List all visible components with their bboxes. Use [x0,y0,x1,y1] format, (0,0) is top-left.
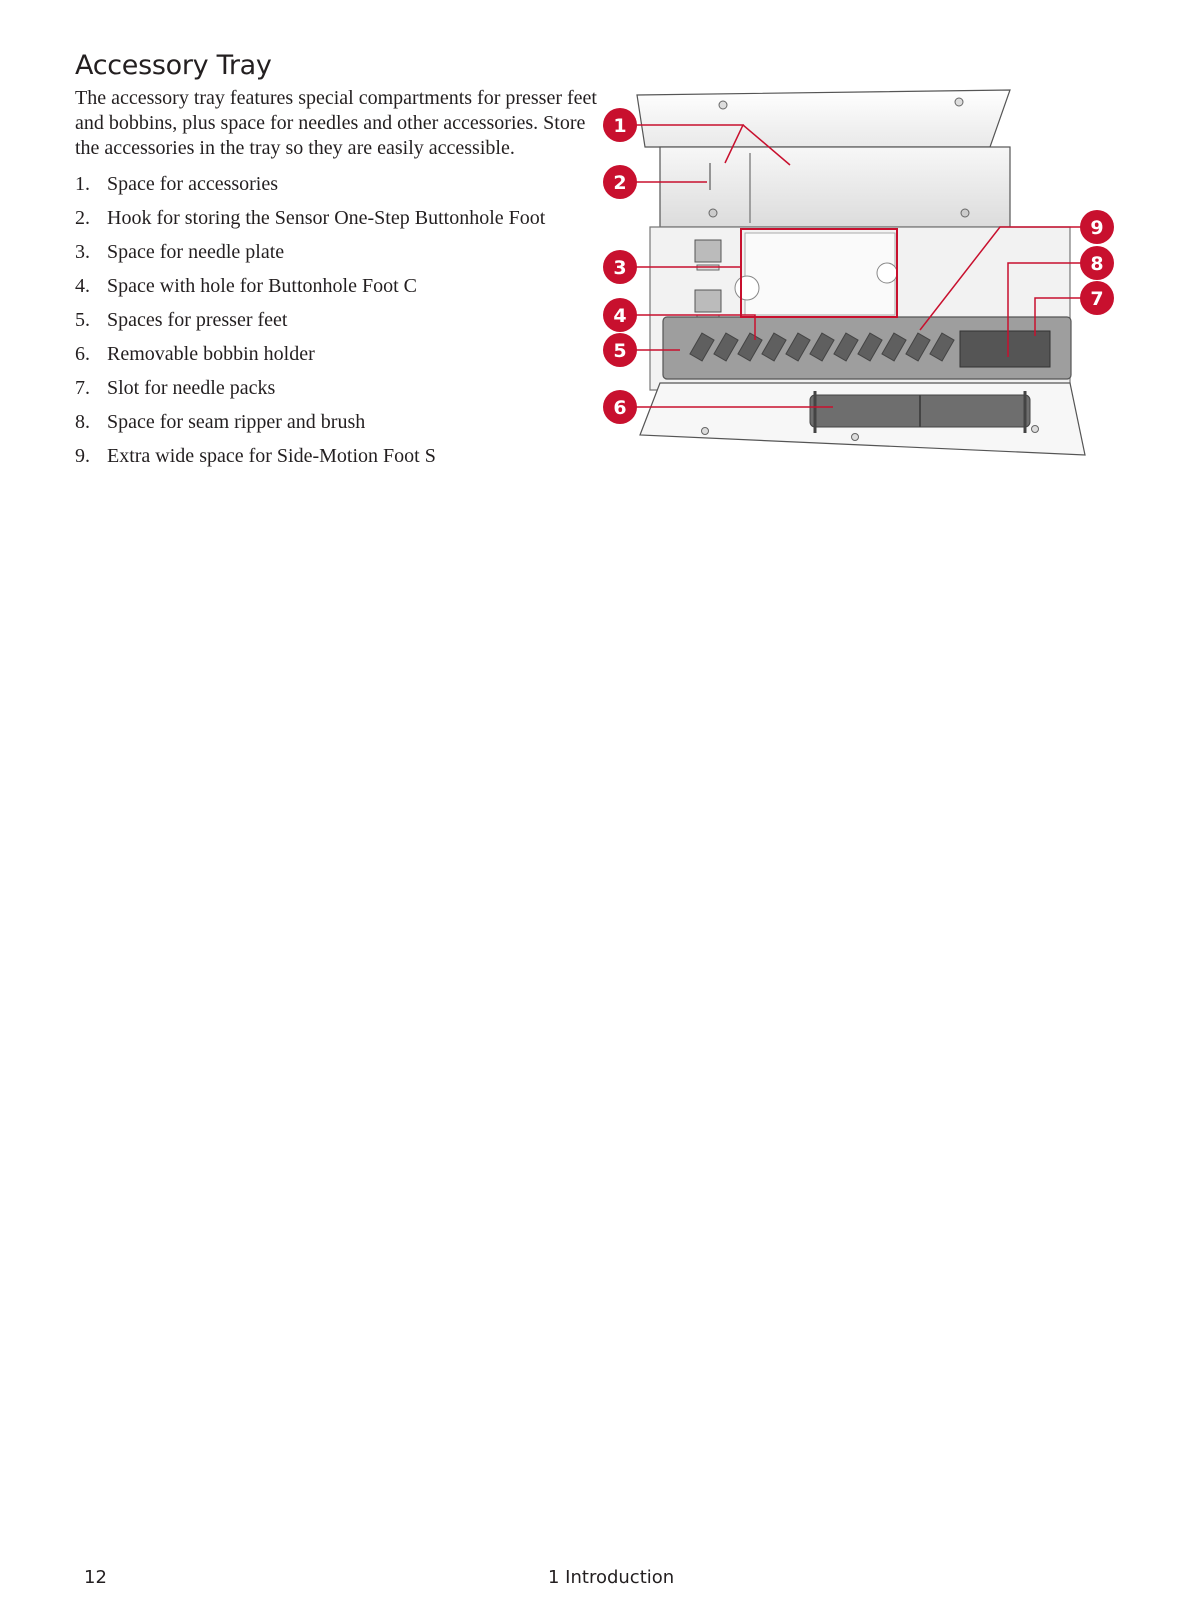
accessory-tray-illustration [615,85,1115,475]
item-number: 6. [75,343,90,365]
callout-label: 3 [613,257,627,279]
list-item [75,206,545,240]
callout-label: 6 [613,397,627,419]
callout-label: 9 [1090,217,1104,239]
item-number: 8. [75,411,90,433]
item-text: Extra wide space for Side-Motion Foot S [107,445,436,467]
chapter-label: 1 Introduction [548,1567,675,1588]
list-item [75,410,545,444]
callout-4 [603,298,637,332]
callout-6 [603,390,637,424]
item-number: 1. [75,173,90,195]
item-number: 9. [75,445,90,467]
item-number: 4. [75,275,90,297]
item-number: 7. [75,377,90,399]
callout-label: 8 [1090,253,1104,275]
item-text: Space for seam ripper and brush [107,411,366,433]
callout-label: 1 [613,115,627,137]
page-number: 12 [84,1567,107,1588]
bobbin-holder [810,391,1030,433]
callout-label: 4 [613,305,627,327]
item-text: Hook for storing the Sensor One-Step Buttonhole Foot [107,207,546,229]
item-text: Space for accessories [107,173,279,195]
callout-label: 2 [613,172,627,194]
presser-feet-compartment [663,317,1071,379]
item-text: Removable bobbin holder [107,343,315,365]
list-item [75,342,545,376]
callout-label: 7 [1090,288,1104,310]
list-item [75,376,545,410]
list-item [75,172,545,206]
callout-8 [1080,246,1114,280]
item-number: 5. [75,309,90,331]
intro-paragraph: The accessory tray features special compartments for presser feet and bobbins, plus space for needles and other accessories. Store the accessories in the tray so they are easily accessible. [75,87,597,159]
page-heading: Accessory Tray [75,50,272,81]
tray-lid [637,90,1010,147]
list-item [75,308,545,342]
item-text: Space for needle plate [107,241,285,263]
item-text: Slot for needle packs [107,377,276,399]
accessory-list [75,172,545,478]
callout-label: 5 [613,340,627,362]
item-number: 3. [75,241,90,263]
callout-2 [603,165,637,199]
list-item [75,240,545,274]
list-item [75,444,545,478]
item-text: Spaces for presser feet [107,309,288,331]
callout-9 [1080,210,1114,244]
callout-3 [603,250,637,284]
list-item [75,274,545,308]
item-number: 2. [75,207,90,229]
callout-5 [603,333,637,367]
item-text: Space with hole for Buttonhole Foot C [107,275,417,297]
callout-1 [603,108,637,142]
callout-7 [1080,281,1114,315]
accessory-compartment [660,147,1010,227]
